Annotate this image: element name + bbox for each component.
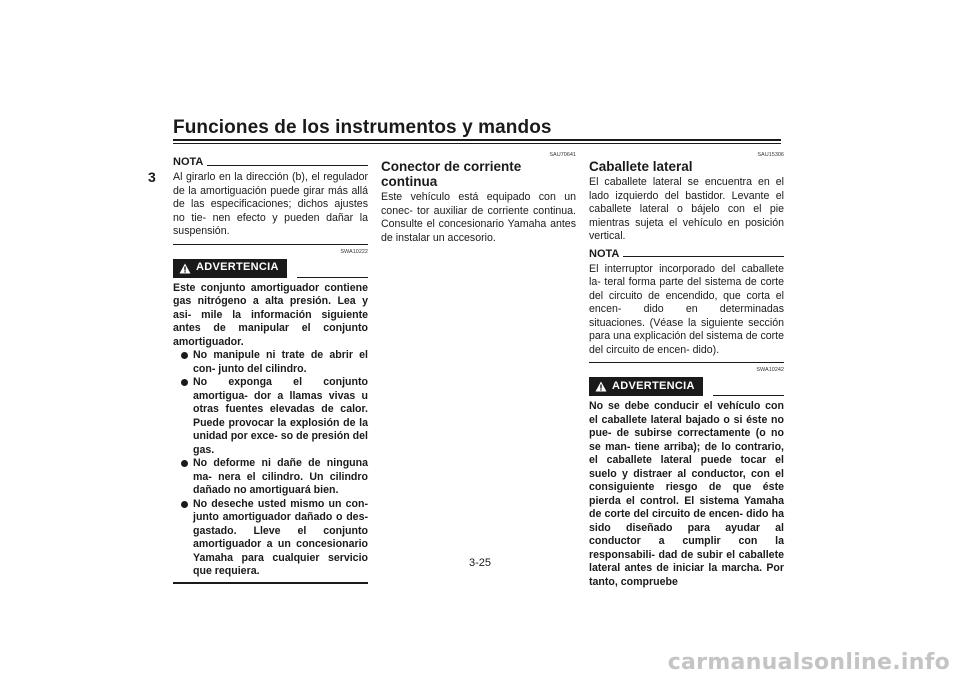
section-code: SAU15306 [757, 152, 784, 158]
bullet-dot-icon [181, 352, 188, 359]
warning-heading [589, 376, 784, 396]
page-number: 3-25 [468, 557, 492, 569]
warning-triangle-icon [179, 263, 191, 274]
warning-rule [713, 395, 784, 396]
chapter-number: 3 [148, 169, 156, 185]
warning-intro: Este conjunto amortiguador contiene gas nitrógeno a alta presión. Lea y asi- mile la información siguiente antes de manipular el conjunto amortiguador. [173, 281, 368, 348]
warning-triangle-icon [595, 381, 607, 392]
list-item: No manipule ni trate de abrir el con- junto del cilindro. [173, 349, 368, 376]
list-item: No exponga el conjunto amortigua- dor a llamas vivas u otras fuentes elevadas de calor. Puede provocar la explosión de la unidad por exce- so de presión del gas. [173, 376, 368, 457]
title-rule-thin [173, 143, 781, 144]
bullet-dot-icon [181, 460, 188, 467]
column-1 [173, 155, 368, 584]
title-rule [173, 139, 781, 141]
note-heading [589, 247, 784, 263]
note-text: El interruptor incorporado del caballete la- teral forma parte del sistema de corte del circuito de encendido, que corta el encen- dido en determinadas situaciones. (Véase la siguiente sección para una explicación del sistema de corte del circuito de encen- dido). [589, 262, 784, 356]
section-title: Caballete lateral [589, 159, 693, 174]
page-title: Funciones de los instrumentos y mandos [173, 117, 552, 138]
note-text: Al girarlo en la dirección (b), el regulador de la amortiguación puede girar más allá de las especificaciones; dichos ajustes no tie- nen efecto y pueden dañar la suspensión. [173, 171, 368, 237]
note-rule [623, 256, 784, 257]
section-code: SAU70641 [549, 152, 576, 158]
warning-code: SWA10222 [340, 248, 368, 255]
note-heading [173, 155, 368, 171]
watermark: carmanualsonline.info [667, 650, 950, 675]
warning-list [173, 349, 368, 579]
column-2 [381, 152, 576, 245]
warning-code: SWA10242 [756, 367, 784, 373]
warning-text: No se debe conducir el vehículo con el caballete lateral bajado o si éste no pue- de subirse correctamente (o no se man- tiene arriba); de lo contrario, el caballete lateral puede tocar el suelo y distraer al conductor, con el consiguiente riesgo de que éste pierda el control. El sistema Yamaha de corte del circuito de encen- dido ha sido diseñado para ayudar al conductor a cumplir con la responsabili- dad de subir el caballete lateral antes de iniciar la marcha. Por tanto, compruebe [589, 400, 784, 588]
note-label: NOTA [173, 156, 204, 169]
bullet-dot-icon [181, 501, 188, 508]
section-text: Este vehículo está equipado con un conec- tor auxiliar de corriente continua. Consulte el concesionario Yamaha antes de instalar un accesorio. [381, 191, 576, 244]
warning-rule [297, 277, 368, 278]
chapter-tab [143, 138, 165, 522]
warning-label: ADVERTENCIA [612, 379, 695, 392]
warning-heading [173, 258, 368, 278]
bullet-dot-icon [181, 379, 188, 386]
column-3 [589, 152, 784, 589]
warning-end-rule [173, 582, 368, 584]
note-label: NOTA [589, 247, 620, 260]
warning-label: ADVERTENCIA [196, 261, 279, 274]
section-text: El caballete lateral se encuentra en el lado izquierdo del bastidor. Levante el caballete lateral o bájelo con el pie mientras sujeta el vehículo en posición vertical. [589, 176, 784, 242]
list-item: No deseche usted mismo un con- junto amortiguador dañado o des- gastado. Lleve el conjunto amortiguador a un concesionario Yamaha para cualquier servicio que requiera. [173, 498, 368, 579]
note-rule [207, 165, 368, 166]
warning-badge [589, 377, 703, 396]
warning-badge [173, 259, 287, 278]
section-title: Conector de corriente continua [381, 159, 522, 189]
note-end-rule [173, 244, 368, 245]
list-item: No deforme ni dañe de ninguna ma- nera el cilindro. Un cilindro dañado no amortiguará bien. [173, 457, 368, 498]
note-end-rule [589, 362, 784, 363]
